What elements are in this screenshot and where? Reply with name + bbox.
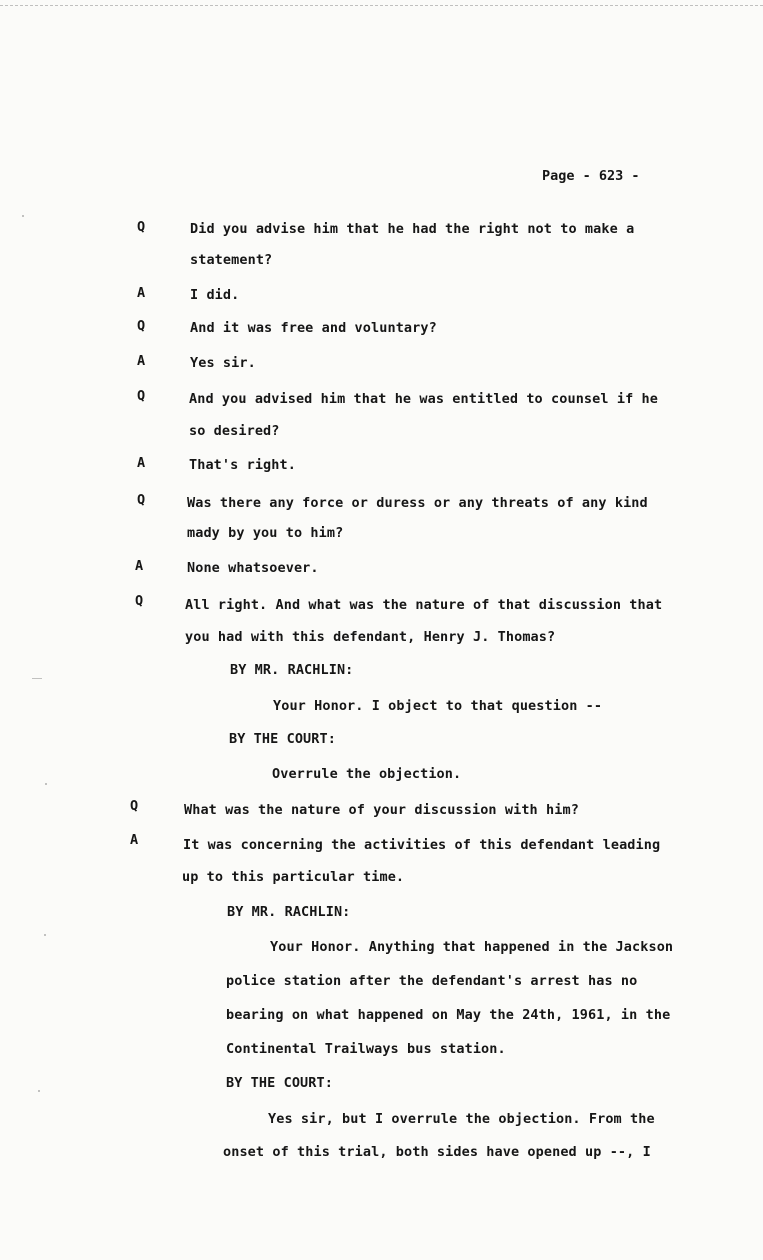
question-text-line: And you advised him that he was entitled to counsel if he xyxy=(189,391,658,407)
question-marker: Q xyxy=(130,798,139,814)
speaker-heading: BY MR. RACHLIN: xyxy=(227,904,351,920)
page-number: Page - 623 - xyxy=(542,168,640,184)
question-text-line: mady by you to him? xyxy=(187,525,344,541)
speaker-text-line: Your Honor. Anything that happened in the Jackson xyxy=(270,939,674,955)
scan-speck xyxy=(22,215,24,217)
question-marker: Q xyxy=(135,593,144,609)
speaker-heading: BY MR. RACHLIN: xyxy=(230,662,354,678)
question-marker: Q xyxy=(137,388,146,404)
answer-text-line: It was concerning the activities of this defendant leading xyxy=(183,837,661,853)
speaker-heading: BY THE COURT: xyxy=(229,731,336,747)
scan-speck xyxy=(38,1090,40,1092)
answer-text-line: Yes sir. xyxy=(190,355,256,371)
speaker-text-line: onset of this trial, both sides have opened up --, I xyxy=(223,1144,651,1160)
answer-text-line: I did. xyxy=(190,287,240,303)
answer-marker: A xyxy=(135,558,144,574)
answer-text-line: None whatsoever. xyxy=(187,560,319,576)
question-text-line: Was there any force or duress or any threats of any kind xyxy=(187,495,648,511)
scan-speck xyxy=(45,783,47,785)
scan-speck xyxy=(44,934,46,936)
answer-text-line: up to this particular time. xyxy=(182,869,405,885)
speaker-text-line: Continental Trailways bus station. xyxy=(226,1041,506,1057)
question-text-line: And it was free and voluntary? xyxy=(190,320,437,336)
question-text-line: What was the nature of your discussion with him? xyxy=(184,802,579,818)
answer-marker: A xyxy=(137,285,146,301)
question-text-line: All right. And what was the nature of that discussion that xyxy=(185,597,663,613)
question-marker: Q xyxy=(137,318,146,334)
question-text-line: statement? xyxy=(190,252,273,268)
speaker-text-line: Overrule the objection. xyxy=(272,766,462,782)
question-marker: Q xyxy=(137,219,146,235)
speaker-heading: BY THE COURT: xyxy=(226,1075,333,1091)
speaker-text-line: bearing on what happened on May the 24th, 1961, in the xyxy=(226,1007,671,1023)
speaker-text-line: Your Honor. I object to that question -- xyxy=(273,698,603,714)
answer-marker: A xyxy=(130,832,139,848)
page-top-edge xyxy=(0,0,763,6)
question-text-line: you had with this defendant, Henry J. Thomas? xyxy=(185,629,556,645)
question-text-line: so desired? xyxy=(189,423,280,439)
scan-speck xyxy=(32,678,42,679)
speaker-text-line: Yes sir, but I overrule the objection. From the xyxy=(268,1111,655,1127)
answer-marker: A xyxy=(137,353,146,369)
answer-text-line: That's right. xyxy=(189,457,296,473)
question-text-line: Did you advise him that he had the right not to make a xyxy=(190,221,635,237)
speaker-text-line: police station after the defendant's arrest has no xyxy=(226,973,638,989)
question-marker: Q xyxy=(137,492,146,508)
answer-marker: A xyxy=(137,455,146,471)
